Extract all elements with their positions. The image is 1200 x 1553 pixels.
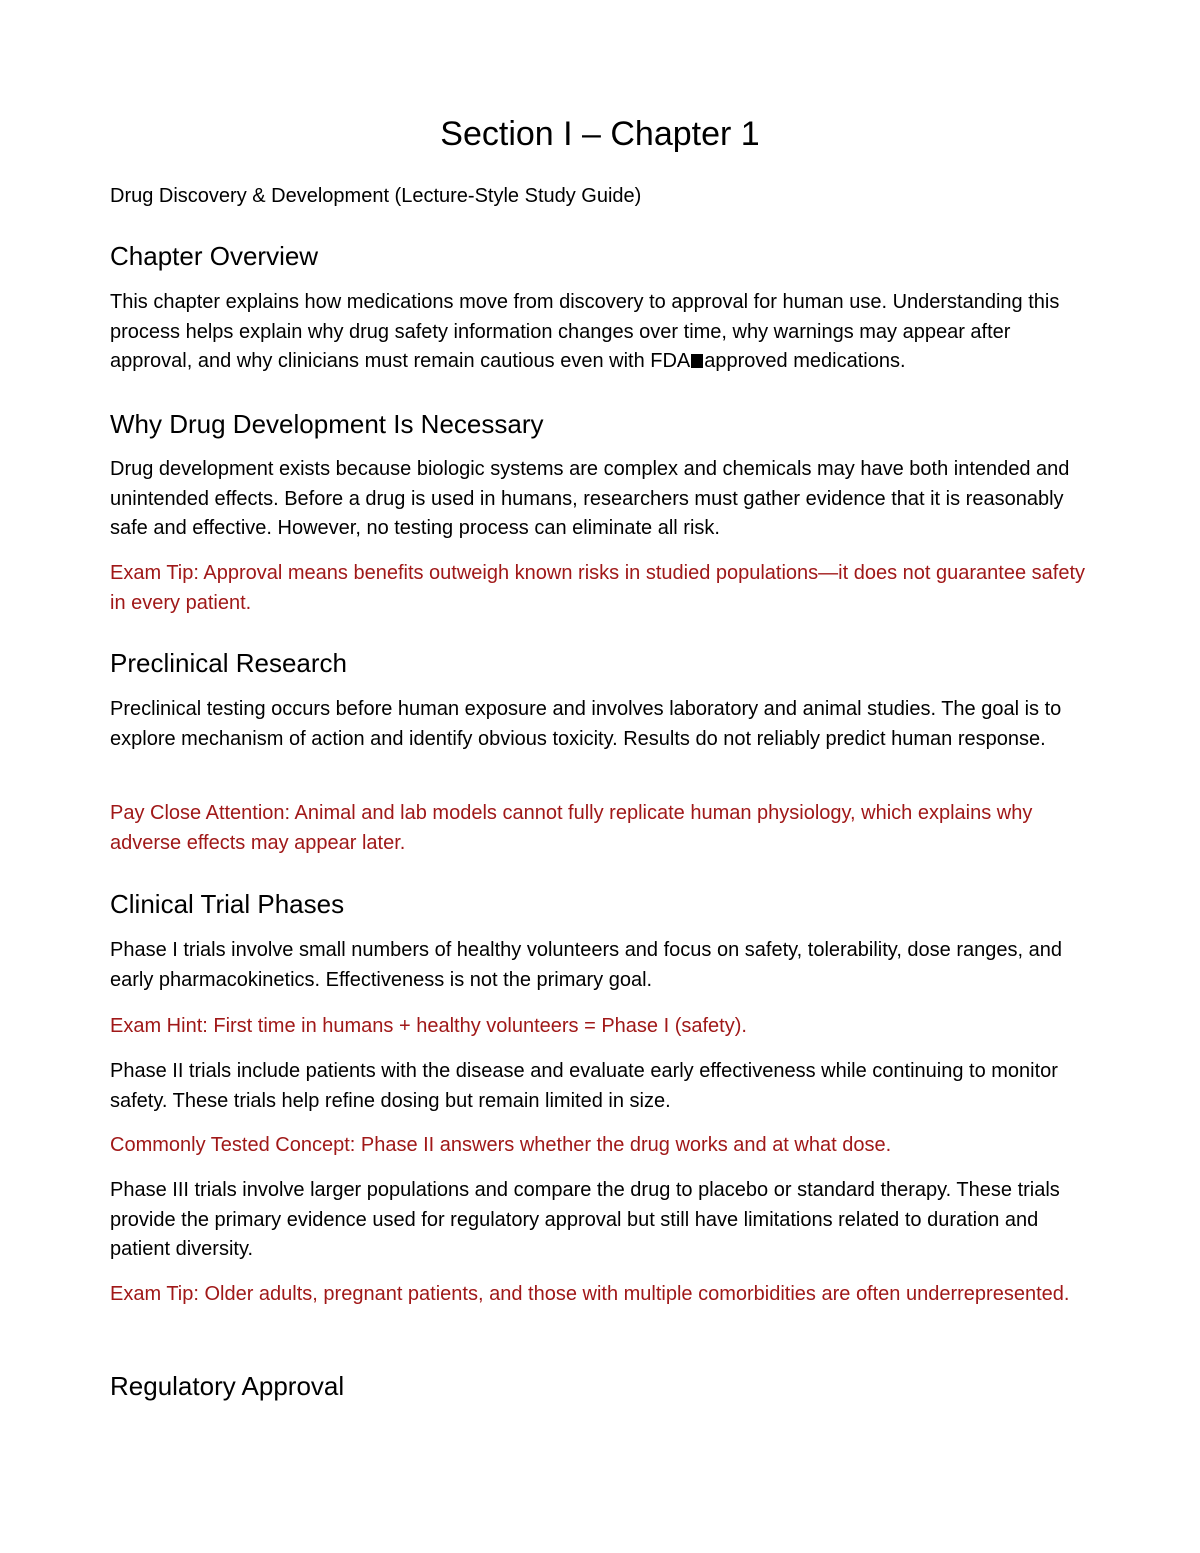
overview-text-start: This chapter explains how medications move from discovery to approval for human use. Understanding this process helps explain why drug safety information changes over time, why warnings may appear after approval, and why clinicians must remain cautious even with FDA: [110, 291, 1060, 372]
heading-why-necessary: Why Drug Development Is Necessary: [110, 409, 544, 439]
heading-preclinical: Preclinical Research: [110, 648, 347, 678]
heading-clinical-phases: Clinical Trial Phases: [110, 889, 345, 919]
necessity-paragraph: Drug development exists because biologic systems are complex and chemicals may have both intended and unintended effects. Before a drug is used in humans, researchers must gather evidence that it is reasonably safe and effective. However, no testing process can eliminate all risk.: [110, 458, 1070, 539]
phase3-exam-tip: Exam Tip: Older adults, pregnant patients, and those with multiple comorbidities are often underrepresented.: [110, 1283, 1070, 1305]
phase1-exam-hint: Exam Hint: First time in humans + healthy volunteers = Phase I (safety).: [110, 1015, 747, 1037]
heading-regulatory-approval: Regulatory Approval: [110, 1371, 345, 1401]
preclinical-paragraph: Preclinical testing occurs before human exposure and involves laboratory and animal studies. The goal is to explore mechanism of action and identify obvious toxicity. Results do not reliably predict human response.: [110, 698, 1062, 750]
missing-glyph-box: [691, 354, 703, 368]
phase1-paragraph: Phase I trials involve small numbers of healthy volunteers and focus on safety, tolerability, dose ranges, and early pharmacokinetics. Effectiveness is not the primary goal.: [110, 939, 1062, 991]
page-title: Section I – Chapter 1: [440, 115, 760, 153]
heading-chapter-overview: Chapter Overview: [110, 241, 319, 271]
necessity-exam-tip: Exam Tip: Approval means benefits outweigh known risks in studied populations—it does not guarantee safety in every patient.: [110, 562, 1086, 614]
overview-paragraph: [110, 288, 1095, 377]
page-subtitle: Drug Discovery & Development (Lecture-Style Study Guide): [110, 185, 642, 207]
phase2-paragraph: Phase II trials include patients with the disease and evaluate early effectiveness while continuing to monitor safety. These trials help refine dosing but remain limited in size.: [110, 1060, 1058, 1112]
preclinical-attention-note: Pay Close Attention: Animal and lab models cannot fully replicate human physiology, which explains why adverse effects may appear later.: [110, 802, 1033, 854]
phase3-paragraph: Phase III trials involve larger populations and compare the drug to placebo or standard therapy. These trials provide the primary evidence used for regulatory approval but still have limitations related to duration and patient diversity.: [110, 1179, 1060, 1260]
overview-text-end: approved medications.: [704, 350, 906, 372]
phase2-tested-concept: Commonly Tested Concept: Phase II answers whether the drug works and at what dose.: [110, 1134, 892, 1156]
